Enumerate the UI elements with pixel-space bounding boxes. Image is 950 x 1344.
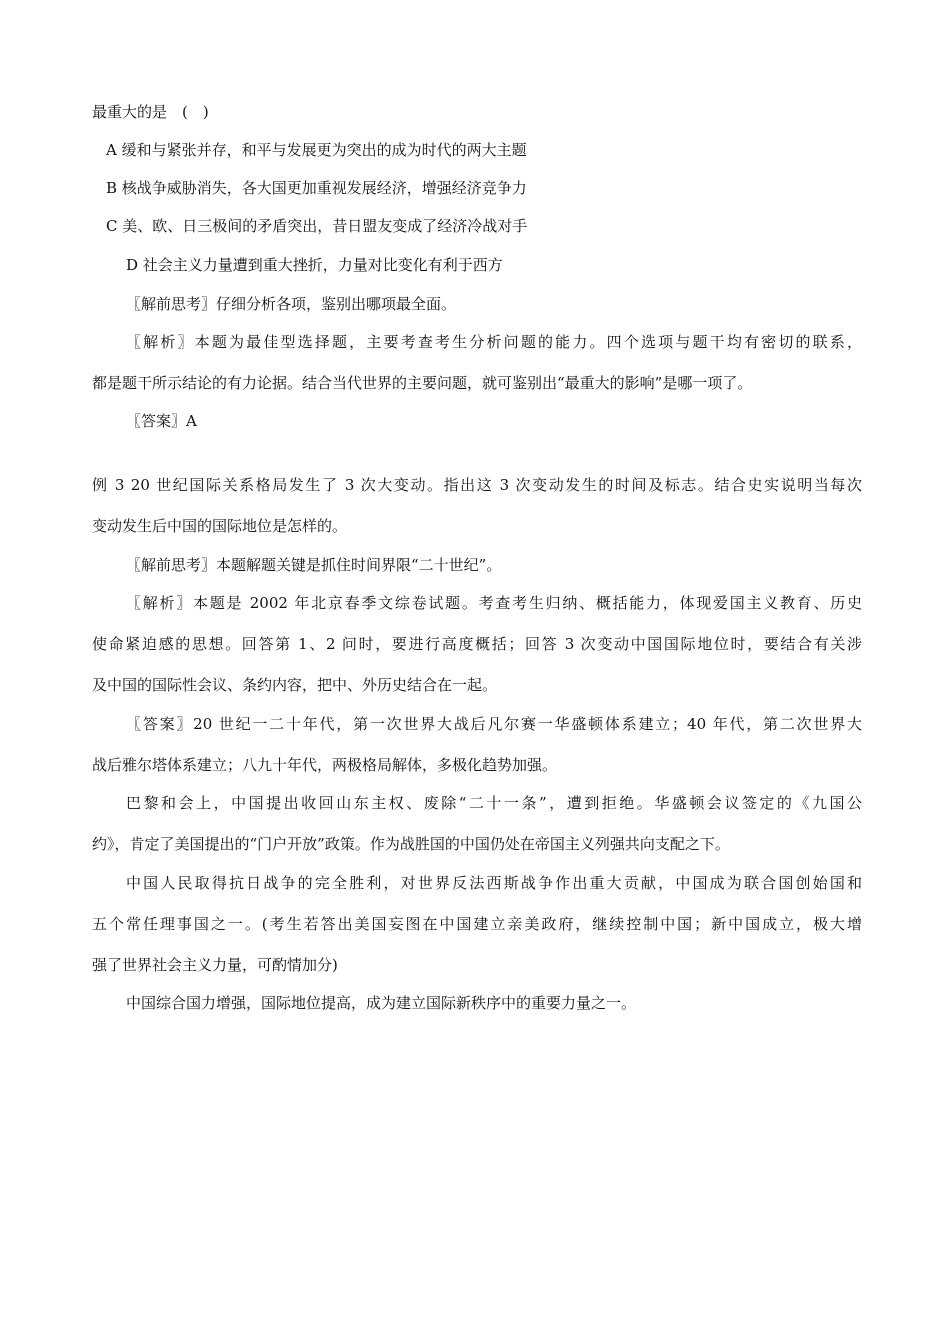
example-stem-line-1: 例 3 20 世纪国际关系格局发生了 3 次大变动。指出这 3 次变动发生的时间及标志。结合史实说明当每次 xyxy=(92,476,862,494)
paragraph-3: 中国综合国力增强，国际地位提高，成为建立国际新秩序中的重要力量之一。 xyxy=(126,994,637,1012)
option-d: D 社会主义力量遭到重大挫折，力量对比变化有利于西方 xyxy=(126,256,503,274)
option-a: A 缓和与紧张并存，和平与发展更为突出的成为时代的两大主题 xyxy=(106,141,527,159)
analysis-line-1: 〖解析〗本题为最佳型选择题，主要考查考生分析问题的能力。四个选项与题干均有密切的联系， xyxy=(126,333,862,351)
pre-think-note: 〖解前思考〗本题解题关键是抓住时间界限“二十世纪”。 xyxy=(126,556,502,574)
analysis-line-2: 都是题干所示结论的有力论据。结合当代世界的主要问题，就可鉴别出“最重大的影响”是哪一项了。 xyxy=(92,374,753,392)
paragraph-2-line-1: 中国人民取得抗日战争的完全胜利，对世界反法西斯战争作出重大贡献，中国成为联合国创始国和 xyxy=(126,874,862,892)
option-b: B 核战争威胁消失，各大国更加重视发展经济，增强经济竞争力 xyxy=(106,179,527,197)
analysis-line-3: 及中国的国际性会议、条约内容，把中、外历史结合在一起。 xyxy=(92,676,498,694)
analysis-line-2: 使命紧迫感的思想。回答第 1、2 问时，要进行高度概括；回答 3 次变动中国国际地位时，要结合有关涉 xyxy=(92,635,862,653)
example-stem-line-2: 变动发生后中国的国际地位是怎样的。 xyxy=(92,517,348,535)
paragraph-1-line-2: 约》，肯定了美国提出的“门户开放”政策。作为战胜国的中国仍处在帝国主义列强共向支配之下。 xyxy=(92,835,730,853)
answer-line-1: 〖答案〗20 世纪一二十年代，第一次世界大战后凡尔赛一华盛顿体系建立；40 年代，第二次世界大 xyxy=(126,715,862,733)
analysis-line-1: 〖解析〗本题是 2002 年北京春季文综卷试题。考查考生归纳、概括能力，体现爱国主义教育、历史 xyxy=(126,594,862,612)
option-c: C 美、欧、日三极间的矛盾突出，昔日盟友变成了经济冷战对手 xyxy=(106,217,528,235)
answer-line-2: 战后雅尔塔体系建立；八九十年代，两极格局解体，多极化趋势加强。 xyxy=(92,756,558,774)
answer: 〖答案〗A xyxy=(126,412,197,430)
pre-think-note: 〖解前思考〗仔细分析各项，鉴别出哪项最全面。 xyxy=(126,295,457,313)
paragraph-1-line-1: 巴黎和会上，中国提出收回山东主权、废除“二十一条”，遭到拒绝。华盛顿会议签定的《九国公 xyxy=(126,794,862,812)
paragraph-2-line-3: 强了世界社会主义力量，可酌情加分) xyxy=(92,956,338,974)
paragraph-2-line-2: 五个常任理事国之一。(考生若答出美国妄图在中国建立亲美政府，继续控制中国；新中国成立，极大增 xyxy=(92,915,862,933)
question-stem-end: 最重大的是 ( ) xyxy=(92,103,209,121)
